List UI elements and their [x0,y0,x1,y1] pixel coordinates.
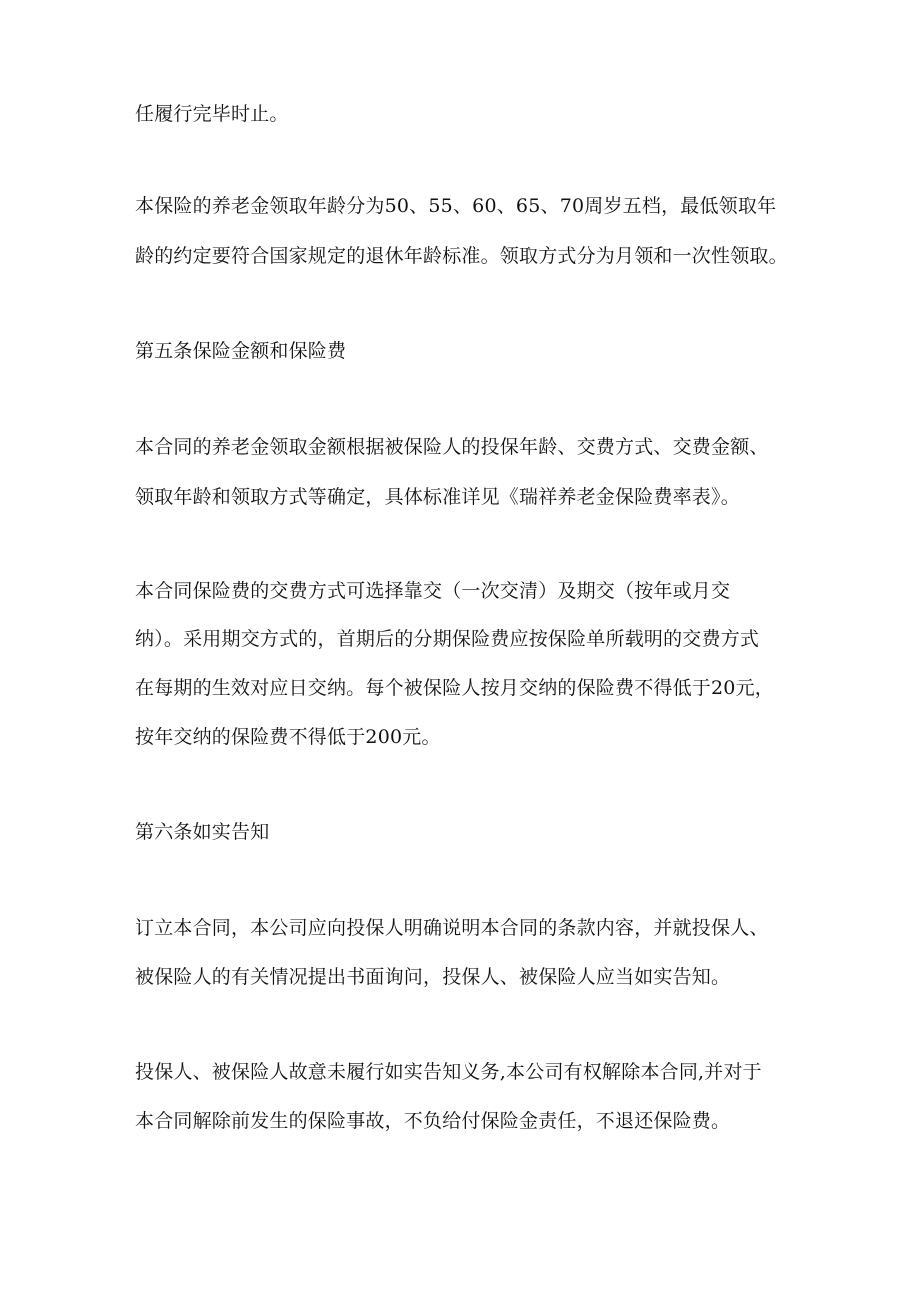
paragraph-line: 在每期的生效对应日交纳。每个被保险人按月交纳的保险费不得低于20元， [135,677,774,699]
paragraph-line: 本合同解除前发生的保险事故，不负给付保险金责任，不退还保险费。 [135,1110,731,1132]
paragraph-line: 纳）。采用期交方式的，首期后的分期保险费应按保险单所载明的交费方式 [135,628,760,650]
paragraph-line: 本合同保险费的交费方式可选择靠交（一次交清）及期交（按年或月交 [135,580,731,602]
section-heading: 第六条如实告知 [135,821,270,843]
paragraph-line: 订立本合同，本公司应向投保人明确说明本合同的条款内容，并就投保人、 [135,917,769,939]
paragraph-line: 本合同的养老金领取金额根据被保险人的投保年龄、交费方式、交费金额、 [135,436,769,458]
paragraph-line: 被保险人的有关情况提出书面询问，投保人、被保险人应当如实告知。 [135,966,731,988]
paragraph-line: 按年交纳的保险费不得低于200元。 [135,726,441,748]
paragraph-line: 任履行完毕时止。 [135,103,289,125]
paragraph-line: 龄的约定要符合国家规定的退休年龄标准。领取方式分为月领和一次性领取。 [135,245,788,267]
section-heading: 第五条保险金额和保险费 [135,340,347,362]
paragraph-line: 领取年龄和领取方式等确定，具体标准详见《瑞祥养老金保险费率表》。 [135,486,740,508]
paragraph-line: 投保人、被保险人故意未履行如实告知义务,本公司有权解除本合同,并对于 [135,1061,762,1083]
paragraph-line: 本保险的养老金领取年龄分为50、55、60、65、70周岁五档，最低领取年 [135,195,777,217]
